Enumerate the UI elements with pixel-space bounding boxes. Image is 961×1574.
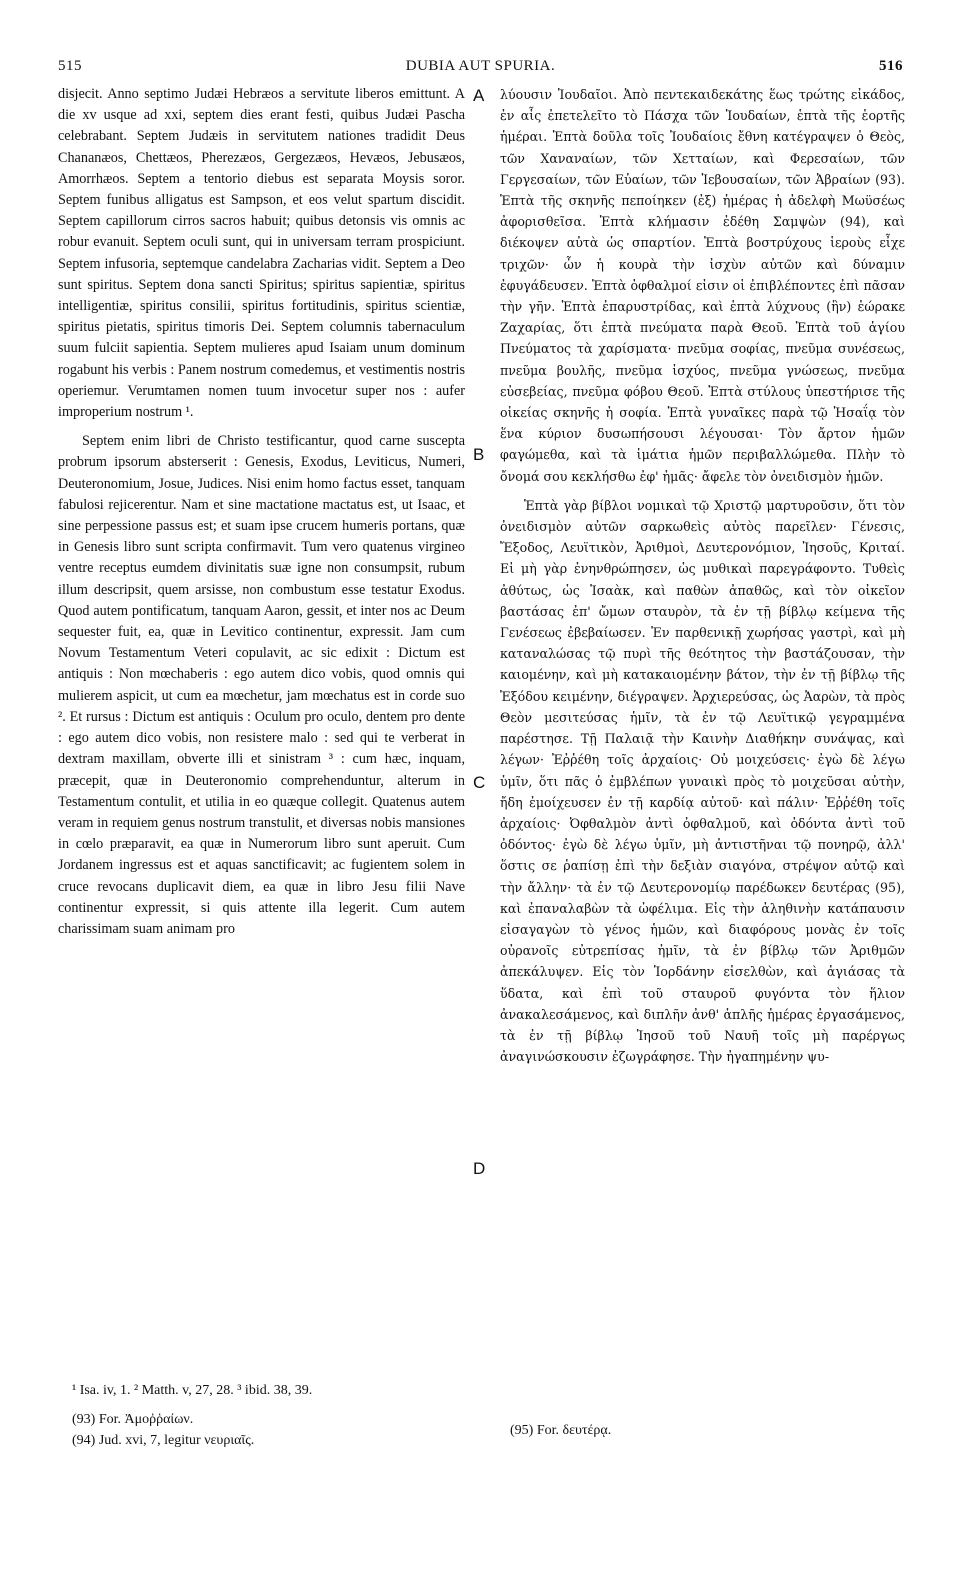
page-header <box>58 58 903 82</box>
margin-mark-d: D <box>473 1159 486 1178</box>
footnote-references: ¹ Isa. iv, 1. ² Matth. v, 27, 28. ³ ibid. 38, 39. <box>72 1383 313 1398</box>
greek-paragraph-1: λύουσιν Ἰουδαῖοι. Ἀπὸ πεντεκαιδεκάτης ἕως τρώτης εἰκάδος, ἐν αἷς ἐπετελεῖτο τὸ Πάσχα τῶν Ἰουδαίων, ἑπτὰ τῆς ἑορτῆς ἡμέραι. Ἑπτὰ δοῦλα τοῖς Ἰουδαίοις ἔθνη κατέγραψεν ὁ Θεὸς, τῶν Χαναναίων, τῶν Χετταίων, καὶ Φερεσαίων, τῶν Γεργεσαίων, τῶν Εὐαίων, τῶν Ἰεβουσαίων, τῶν Ἀβραίων (93). Ἑπτὰ τῆς σκηνῆς πεποίηκεν (ἐξ) ἡμέρας ἡ ἀδελφὴ Μωϋσέως ἀφορισθεῖσα. Ἑπτὰ κλήμασιν ἐδέθη Σαμψὼν (94), καὶ διέκοψεν αὐτὰ ὡς σπαρτίον. Ἑπτὰ βοστρύχους ἱεροὺς εἶχε τριχῶν· ὧν ἡ κουρὰ τὴν ἰσχὺν αὐτῶν καὶ δύναμιν ἐφυγάδευσεν. Ἑπτὰ ὀφθαλμοί εἰσιν οἱ ἐπιβλέποντες ἐπὶ πᾶσαν τὴν γῆν. Ἑπτὰ ἐπαρυστρίδας, καὶ ἑπτὰ λύχνους (ἣν) ἑώρακε Ζαχαρίας, ὅτι ἑπτὰ πνεύματα παρὰ Θεοῦ. Ἑπτὰ τοῦ ἁγίου Πνεύματος τὰ χαρίσματα· πνεῦμα σοφίας, πνεῦμα συνέσεως, πνεῦμα βουλῆς, πνεῦμα ἰσχύος, πνεῦμα γνώσεως, πνεῦμα εὐσεβείας, πνεῦμα φόβου Θεοῦ. Ἑπτὰ στύλους ὑπεστήρισε τῆς οἰκείας σκηνῆς ἡ σοφία. Ἑπτὰ γυναῖκες παρὰ τῷ Ἠσαΐᾳ τὸν ἕνα κύριον δυσωπήσουσι λέγουσαι· Τὸν ἄρτον ἡμῶν φαγώμεθα, καὶ τὰ ἱμάτια ἡμῶν περιβαλλώμεθα. Πλὴν τὸ ὄνομά σου κεκλήσθω ἐφ' ἡμᾶς· ἄφελε τὸν ὀνειδισμὸν ἡμῶν. <box>500 87 905 484</box>
footnotes-left <box>72 1380 472 1451</box>
latin-paragraph-2: Septem enim libri de Christo testificantur, quod carne suscepta probrum ipsorum absterserit : Genesis, Exodus, Leviticus, Numeri, Deuteronomium, Josue, Judices. Nisi enim homo factus esset, tanquam fabulosi rejicerentur. Nam et sine mactatione mactatus est, ut Isaac, et sine perpessione passus est; et suam ipse crucem humeris portans, quæ in Genesis libro sunt scripta confirmavit. Tum vero quatenus virgineo ventre receptus eumdem divinitatis suæ igne non consumpsit, rubum illum descripsit, quem arsisse, non combustum esse testatur Exodus. Quod autem pontificatum, tanquam Aaron, gessit, et inter nos ac Deum sequester fuit, ea, quæ in Levitico continentur, expressit. Jam cum Novum Testamentum Veteri copulavit, ac sic edixit : Dictum est antiquis : Non mœchaberis : ego autem dico vobis, quod omnis qui mulierem aspicit, ut cum ea mœchetur, jam mœchatus est in corde suo ². Et rursus : Dictum est antiquis : Oculum pro oculo, dentem pro dente : ego autem dico vobis, non resistere malo : sed qui te verberat in dextram maxillam, obverte illi et sinistram ³ : cum hæc, inquam, præcepit, quæ in Deuteronomio comprehenduntur, alterum in Testamentum contulit, et utilia in eo quæque collegit. Quatenus autem veram in requiem genus nostrum transtulit, et diversas nobis mansiones in cœlo præparavit, ea quæ in Numerorum libro sunt aperuit. Cum Jordanem ingressus est et aquas sanctificavit; ac fugientem solem in cruce revocans duplicavit diem, ea quæ in libro Jesu filii Nave continentur expressit, si quis attente illa legerit. Cum autem charissimam suam animam pro <box>58 433 465 937</box>
running-title: DUBIA AUT SPURIA. <box>405 58 556 74</box>
page-number-right: 516 <box>879 58 903 74</box>
page-number-left: 515 <box>58 58 82 74</box>
margin-mark-a: A <box>473 86 485 105</box>
latin-paragraph-1: disjecit. Anno septimo Judæi Hebræos a servitute liberos emittunt. A die xv usque ad xxi, septem dies erant festi, quibus Judæi Pascha celebrabant. Septem Judæis in servitutem nationes tradidit Deus Chananæos, Chettæos, Pherezæos, Gergezæos, Hevæos, Jebusæos, Amorrhæos. Septem a tentorio diebus est separata Moysis soror. Septem funibus alligatus est Sampson, et eos velut spartum discidit. Septem capillorum cirros sacros habuit; quibus detonsis vis omnis ac robur evanuit. Septem oculi sunt, qui in universam terram prospiciunt. Septem infusoria, septemque candelabra Zacharias vidit. Septem a Deo sunt spiritus. Septem dona sancti Spiritus; spiritus sapientiæ, spiritus intelligentiæ, spiritus consilii, spiritus fortitudinis, spiritus scientiæ, spiritus pietatis, spiritus timoris Dei. Septem columnis tabernaculum suum fulciit sapientia. Septem mulieres apud Isaiam unum dominum rogabunt his verbis : Panem nostrum comedemus, et vestimentis nostris operiemur. Verumtamen nomen tuum invocetur super nos : aufer improperium nostrum ¹. <box>58 86 465 421</box>
margin-mark-b: B <box>473 445 485 464</box>
footnote-95: (95) For. δευτέρᾳ. <box>510 1423 612 1438</box>
footnote-93: (93) For. Ἀμοῤῥαίων. <box>72 1412 194 1427</box>
greek-paragraph-2: Ἑπτὰ γὰρ βίβλοι νομικαὶ τῷ Χριστῷ μαρτυροῦσιν, ὅτι τὸν ὀνειδισμὸν αὐτῶν σαρκωθεὶς αὐτὸς παρεῖλεν· Γένεσις, Ἔξοδος, Λευϊτικὸν, Ἀριθμοὶ, Δευτερονόμιον, Ἰησοῦς, Κριταί. Εἰ μὴ γὰρ ἐνηνθρώπησεν, ὡς μυθικαὶ παρεγράφοντο. Τυθεὶς ἀθύτως, ὡς Ἰσαὰκ, καὶ παθὼν ἀπαθῶς, καὶ τὸν οἰκεῖον βαστάσας ἐπ' ὤμων σταυρὸν, τὰ ἐν τῇ βίβλῳ κείμενα τῆς Γενέσεως ἐβεβαίωσεν. Ἐν παρθενικῇ χωρήσας γαστρὶ, καὶ μὴ καταναλώσας τῷ πυρὶ τῆς θεότητος τὴν βαστάζουσαν, τὴν καιομένην, καὶ μὴ κατακαιομένην βάτον, τὴν ἐν τῇ βίβλῳ τῆς Ἐξόδου κειμένην, διέγραψεν. Ἀρχιερεύσας, ὡς Ἀαρὼν, τὰ πρὸς Θεὸν μεσιτεύσας ἡμῖν, τὰ ἐν τῷ Λευϊτικῷ γεγραμμένα παρέστησε. Τῇ Παλαιᾷ τὴν Καινὴν Διαθήκην συνάψας, καὶ λέγων· Ἐῤῥέθη τοῖς ἀρχαίοις· Οὐ μοιχεύσεις· ἐγὼ δὲ λέγω ὑμῖν, ὅτι πᾶς ὁ ἐμβλέπων γυναικὶ πρὸς τὸ μοιχεῦσαι αὐτὴν, ἤδη ἐμοίχευσεν ἐν τῇ καρδίᾳ αὐτοῦ· καὶ πάλιν· Ἐῤῥέθη τοῖς ἀρχαίοις· Ὀφθαλμὸν ἀντὶ ὀφθαλμοῦ, καὶ ὀδόντα ἀντὶ τοῦ ὀδόντος· ἐγὼ δὲ λέγω ὑμῖν, μὴ ἀντιστῆναι τῷ πονηρῷ, ἀλλ' ὅστις σε ῥαπίσῃ ἐπὶ τὴν δεξιὰν σιαγόνα, στρέψον αὐτῷ καὶ τὴν ἄλλην· τὰ ἐν τῷ Δευτερονομίῳ παρέδωκεν δευτέρας (95), καὶ ἐπαναλαβὼν τὰ ὠφέλιμα. Εἰς τὴν ἀληθινὴν κατάπαυσιν εἰσαγαγὼν τὸ γένος ἡμῶν, καὶ διαφόρους μονὰς ἐν τοῖς οὐρανοῖς εὐτρεπίσας ἡμῖν, τὰ ἐν βίβλῳ τῶν Ἀριθμῶν ἀπεκάλυψεν. Εἰς τὸν Ἰορδάνην εἰσελθὼν, καὶ ἁγιάσας τὰ ὕδατα, καὶ ἐπὶ τοῦ σταυροῦ φυγόντα τὸν ἥλιον ἀνακαλεσάμενος, καὶ διπλῆν ἀνθ' ἁπλῆς ἡμέρας ἐργασάμενος, τὰ ἐν τῇ βίβλῳ Ἰησοῦ τοῦ Ναυῆ τοῖς μὴ παρέργως ἀναγινώσκουσιν ἐζωγράφησε. Τὴν ἠγαπημένην ψυ- <box>500 497 905 1065</box>
footnotes-right <box>510 1420 910 1441</box>
greek-column <box>500 84 905 1067</box>
latin-column <box>58 84 465 940</box>
margin-mark-c: C <box>473 773 486 792</box>
footnote-94: (94) Jud. xvi, 7, legitur νευριαῖς. <box>72 1433 255 1448</box>
